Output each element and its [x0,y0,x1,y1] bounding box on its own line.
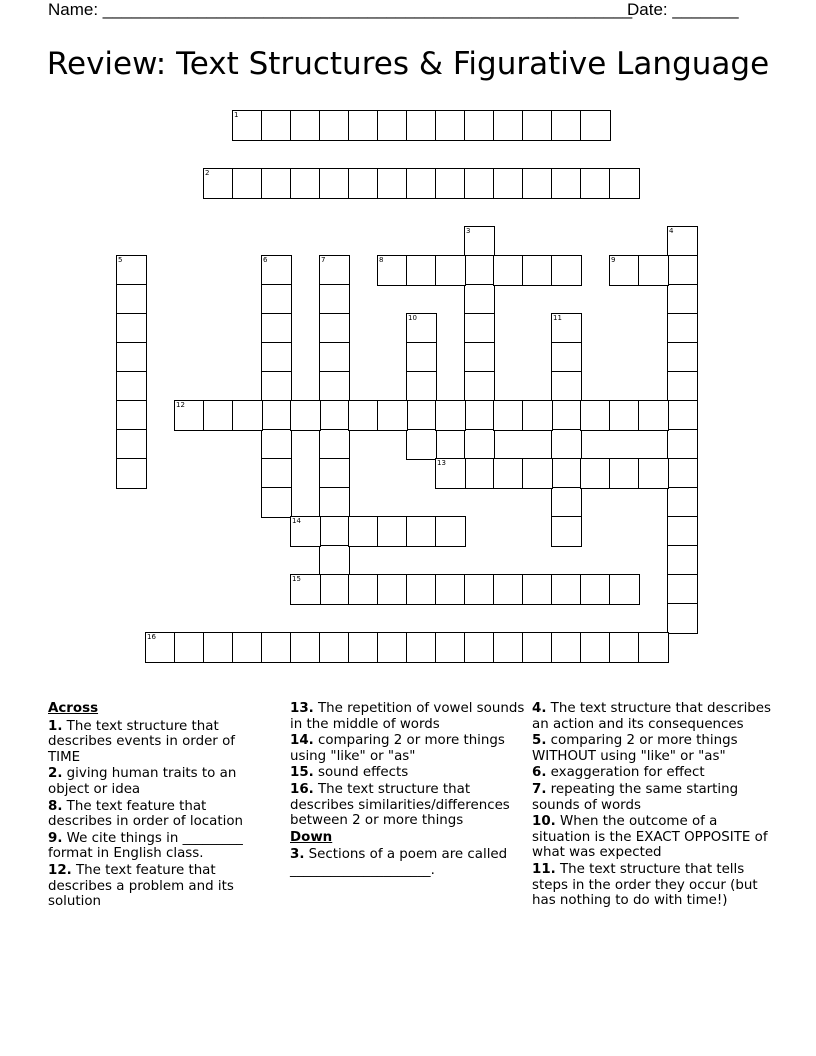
crossword-cell[interactable] [319,313,350,344]
crossword-cell[interactable] [348,400,379,431]
crossword-cell[interactable] [522,255,553,286]
crossword-cell[interactable] [377,400,408,431]
crossword-cell[interactable] [348,110,379,141]
clue-down-11: 11. The text structure that tells steps in the order they occur (but has nothing to do with time!) [532,861,758,909]
clue-across-1: 1. The text structure that describes events in order of TIME [48,718,235,765]
crossword-cell[interactable] [551,487,582,518]
crossword-cell[interactable] [551,255,582,286]
crossword-cell[interactable] [406,516,437,547]
crossword-cell[interactable] [319,545,350,576]
crossword-cell[interactable] [522,632,553,663]
crossword-cell[interactable] [638,632,669,663]
crossword-cell[interactable] [261,168,292,199]
clue-number: 15 [292,575,301,583]
crossword-cell[interactable] [261,255,292,286]
clue-number: 11 [553,314,562,322]
across-heading: Across [48,701,99,716]
crossword-cell[interactable] [406,255,437,286]
crossword-cell[interactable] [667,400,698,431]
crossword-cell[interactable] [261,284,292,315]
crossword-cell[interactable] [667,603,698,634]
crossword-cell[interactable] [232,400,263,431]
crossword-cell[interactable] [551,168,582,199]
crossword-cell[interactable] [464,168,495,199]
crossword-cell[interactable] [464,400,495,431]
clue-down-3: 3. Sections of a poem are called _____________________. [290,847,508,878]
crossword-cell[interactable] [116,342,147,373]
crossword-cell[interactable] [493,632,524,663]
crossword-cell[interactable] [522,168,553,199]
crossword-cell[interactable] [377,168,408,199]
crossword-cell[interactable] [464,110,495,141]
crossword-cell[interactable] [116,400,147,431]
crossword-cell[interactable] [551,371,582,402]
crossword-cell[interactable] [522,574,553,605]
crossword-cell[interactable] [319,168,350,199]
crossword-cell[interactable] [116,429,147,460]
clues-column-3 [532,701,772,910]
clue-across-8: 8. The text feature that describes in order of location [48,798,243,830]
crossword-cell[interactable] [261,110,292,141]
crossword-cell[interactable] [638,255,669,286]
clue-down-10: 10. When the outcome of a situation is the EXACT OPPOSITE of what was expected [532,814,768,861]
crossword-cell[interactable] [319,516,350,547]
clue-number: 9 [611,256,616,264]
crossword-cell[interactable] [609,458,640,489]
clue-number: 8 [379,256,384,264]
crossword-cell[interactable] [522,110,553,141]
crossword-cell[interactable] [290,168,321,199]
crossword-cell[interactable] [377,516,408,547]
crossword-cell[interactable] [522,400,553,431]
crossword-cell[interactable] [435,168,466,199]
crossword-cell[interactable] [377,632,408,663]
name-field-label: Name: ________________________________________________________ [48,0,633,19]
crossword-cell[interactable] [406,342,437,373]
crossword-cell[interactable] [667,545,698,576]
crossword-cell[interactable] [435,574,466,605]
crossword-cell[interactable] [435,400,466,431]
crossword-cell[interactable] [464,429,495,460]
clue-down-7: 7. repeating the same starting sounds of words [532,781,739,813]
crossword-cell[interactable] [319,632,350,663]
crossword-cell[interactable] [667,429,698,460]
crossword-cell[interactable] [667,574,698,605]
clue-number: 12 [176,401,185,409]
crossword-cell[interactable] [406,371,437,402]
crossword-cell[interactable] [667,516,698,547]
crossword-cell[interactable] [232,110,263,141]
crossword-cell[interactable] [348,168,379,199]
crossword-cell[interactable] [261,342,292,373]
crossword-cell[interactable] [203,400,234,431]
crossword-cell[interactable] [319,110,350,141]
crossword-cell[interactable] [551,516,582,547]
crossword-cell[interactable] [580,110,611,141]
crossword-cell[interactable] [319,400,350,431]
crossword-cell[interactable] [667,458,698,489]
crossword-cell[interactable] [435,110,466,141]
crossword-cell[interactable] [406,313,437,344]
crossword-cell[interactable] [319,255,350,286]
date-field-label: Date: _______ [627,0,739,19]
crossword-cell[interactable] [435,255,466,286]
crossword-cell[interactable] [580,400,611,431]
crossword-cell[interactable] [290,516,321,547]
crossword-cell[interactable] [493,458,524,489]
crossword-cell[interactable] [377,255,408,286]
crossword-cell[interactable] [290,574,321,605]
clue-number: 16 [147,633,156,641]
clues-column-1 [48,701,270,911]
crossword-cell[interactable] [290,400,321,431]
crossword-cell[interactable] [609,632,640,663]
crossword-cell[interactable] [551,574,582,605]
crossword-cell[interactable] [319,574,350,605]
clue-across-16: 16. The text structure that describes similarities/differences between 2 or more things [290,781,510,829]
crossword-cell[interactable] [406,400,437,431]
crossword-cell[interactable] [348,516,379,547]
crossword-cell[interactable] [493,110,524,141]
crossword-cell[interactable] [580,458,611,489]
crossword-cell[interactable] [174,400,205,431]
crossword-cell[interactable] [319,342,350,373]
crossword-cell[interactable] [261,400,292,431]
crossword-cell[interactable] [116,371,147,402]
clue-across-15: 15. sound effects [290,765,409,781]
crossword-cell[interactable] [319,487,350,518]
crossword-cell[interactable] [464,284,495,315]
crossword-cell[interactable] [609,255,640,286]
clue-down-6: 6. exaggeration for effect [532,765,705,781]
crossword-cell[interactable] [638,458,669,489]
crossword-cell[interactable] [290,632,321,663]
clue-number: 3 [466,227,471,235]
crossword-cell[interactable] [261,371,292,402]
down-heading: Down [290,829,333,845]
crossword-cell[interactable] [667,371,698,402]
crossword-cell[interactable] [261,632,292,663]
crossword-cell[interactable] [406,429,437,460]
clues-column-2 [290,701,528,880]
clue-number: 4 [669,227,674,235]
crossword-cell[interactable] [319,284,350,315]
clue-across-14: 14. comparing 2 or more things using "like" or "as" [290,733,505,764]
crossword-cell[interactable] [406,632,437,663]
clue-number: 1 [234,111,239,119]
crossword-cell[interactable] [609,168,640,199]
crossword-cell[interactable] [667,487,698,518]
clue-across-2: 2. giving human traits to an object or idea [48,766,237,797]
clue-across-12: 12. The text feature that describes a problem and its solution [48,862,234,910]
crossword-cell[interactable] [667,226,698,257]
crossword-cell[interactable] [145,632,176,663]
clue-down-5: 5. comparing 2 or more things WITHOUT using "like" or "as" [532,733,738,764]
crossword-cell[interactable] [551,110,582,141]
crossword-cell[interactable] [464,632,495,663]
crossword-cell[interactable] [116,458,147,489]
crossword-cell[interactable] [667,255,698,286]
crossword-cell[interactable] [203,632,234,663]
crossword-cell[interactable] [232,168,263,199]
crossword-cell[interactable] [551,632,582,663]
crossword-cell[interactable] [464,371,495,402]
crossword-cell[interactable] [609,574,640,605]
crossword-cell[interactable] [464,342,495,373]
crossword-cell[interactable] [522,458,553,489]
crossword-cell[interactable] [551,458,582,489]
crossword-cell[interactable] [580,632,611,663]
crossword-cell[interactable] [116,284,147,315]
crossword-cell[interactable] [580,574,611,605]
crossword-cell[interactable] [435,632,466,663]
clue-number: 7 [321,256,326,264]
crossword-cell[interactable] [406,110,437,141]
crossword-cell[interactable] [551,313,582,344]
crossword-cell[interactable] [667,342,698,373]
crossword-cell[interactable] [406,168,437,199]
crossword-cell[interactable] [667,313,698,344]
crossword-cell[interactable] [464,226,495,257]
crossword-cell[interactable] [493,255,524,286]
crossword-cell[interactable] [609,400,640,431]
crossword-cell[interactable] [464,255,495,286]
clue-number: 2 [205,169,210,177]
crossword-cell[interactable] [290,110,321,141]
crossword-cell[interactable] [377,574,408,605]
crossword-cell[interactable] [435,458,466,489]
crossword-cell[interactable] [348,574,379,605]
crossword-cell[interactable] [493,400,524,431]
crossword-cell[interactable] [116,313,147,344]
crossword-cell[interactable] [551,400,582,431]
crossword-cell[interactable] [261,458,292,489]
crossword-cell[interactable] [667,284,698,315]
crossword-cell[interactable] [435,516,466,547]
crossword-cell[interactable] [551,429,582,460]
clue-down-4: 4. The text structure that describes an action and its consequences [532,701,772,732]
page-title: Review: Text Structures & Figurative Language [46,46,770,82]
crossword-cell[interactable] [261,487,292,518]
crossword-cell[interactable] [551,342,582,373]
crossword-cell[interactable] [319,371,350,402]
crossword-cell[interactable] [464,313,495,344]
crossword-cell[interactable] [203,168,234,199]
clue-number: 13 [437,459,446,467]
crossword-cell[interactable] [464,574,495,605]
crossword-cell[interactable] [377,110,408,141]
crossword-cell[interactable] [174,632,205,663]
crossword-cell[interactable] [580,168,611,199]
crossword-cell[interactable] [232,632,263,663]
crossword-cell[interactable] [406,574,437,605]
crossword-cell[interactable] [261,313,292,344]
clue-number: 10 [408,314,417,322]
clue-number: 6 [263,256,268,264]
crossword-cell[interactable] [116,255,147,286]
clue-number: 5 [118,256,123,264]
clue-across-13: 13. The repetition of vowel sounds in the middle of words [290,701,525,732]
crossword-cell[interactable] [464,458,495,489]
clue-across-9: 9. We cite things in _________ format in English class. [48,830,243,862]
crossword-cell[interactable] [493,574,524,605]
crossword-cell[interactable] [261,429,292,460]
crossword-cell[interactable] [493,168,524,199]
clue-number: 14 [292,517,301,525]
crossword-cell[interactable] [319,429,350,460]
crossword-cell[interactable] [319,458,350,489]
crossword-cell[interactable] [638,400,669,431]
crossword-cell[interactable] [348,632,379,663]
